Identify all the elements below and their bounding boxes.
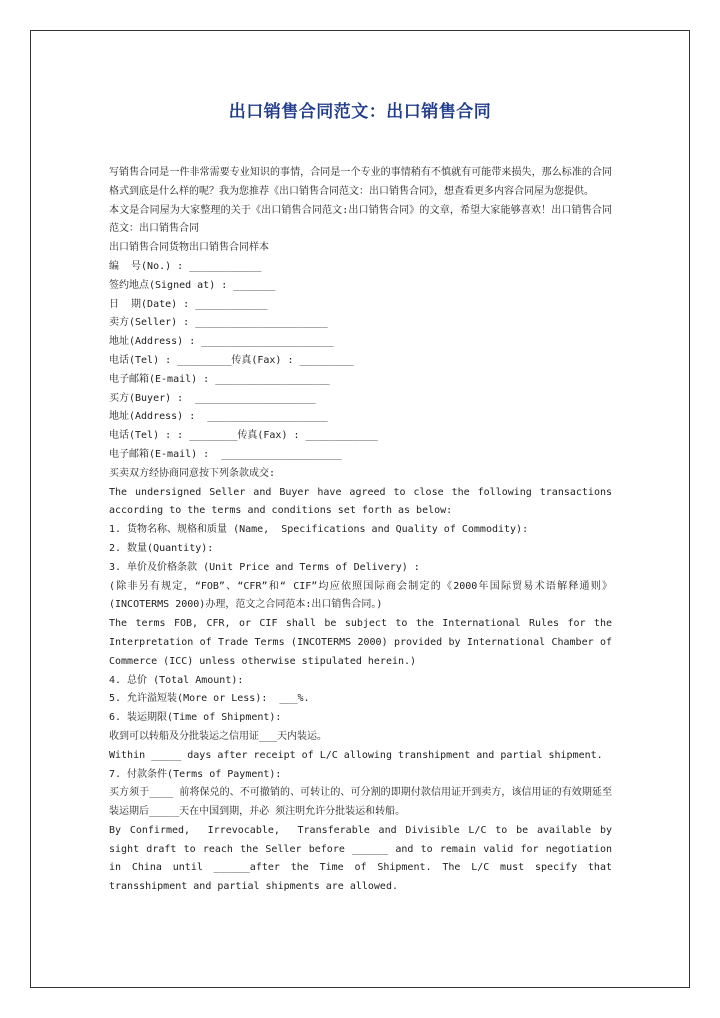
clause-7-cn: 买方须于____ 前将保兑的、不可撤销的、可转让的、可分割的即期付款信用证开到卖方，该信用证的有效期延至装运期后_____天在中国到期，并必 须注明允许分批装运和转船。 [109,787,612,818]
field-buyer-tel-fax: 电话(Tel) : : ________传真(Fax) : ____________ [109,430,378,442]
field-seller-address: 地址(Address) : ______________________ [109,336,334,348]
field-contract-no: 编 号(No.) : ____________ [109,260,262,272]
document-page [30,30,690,988]
clause-1: 1. 货物名称、规格和质量 (Name, Specifications and Quality of Commodity): [109,524,529,536]
clause-4: 4. 总价 (Total Amount): [109,674,244,686]
clause-7: 7. 付款条件(Terms of Payment): [109,768,282,780]
field-signed-at: 签约地点(Signed at) : _______ [109,279,276,291]
clause-6-en: Within _____ days after receipt of L/C allowing transhipment and partial shipment. [109,749,603,761]
agreement-en: The undersigned Seller and Buyer have agreed to close the following transactions according to the terms and conditions set forth as below: [109,486,619,517]
field-seller-tel-fax: 电话(Tel) : _________传真(Fax) : _________ [109,354,354,366]
field-date: 日 期(Date) : ____________ [109,298,268,310]
clause-6-cn: 收到可以转船及分批装运之信用证___天内装运。 [109,730,328,742]
field-buyer-email: 电子邮箱(E-mail) : ____________________ [109,448,342,460]
clause-6: 6. 装运期限(Time of Shipment): [109,712,282,724]
agreement-cn: 买卖双方经协商同意按下列条款成交: [109,467,276,479]
field-seller: 卖方(Seller) : ______________________ [109,317,328,329]
field-seller-email: 电子邮箱(E-mail) : ___________________ [109,373,330,385]
contract-subtitle: 出口销售合同货物出口销售合同样本 [109,242,269,254]
intro-paragraph-2: 本文是合同屋为大家整理的关于《出口销售合同范文:出口销售合同》的文章，希望大家能够喜欢！出口销售合同范文：出口销售合同 [109,204,612,235]
intro-paragraph: 写销售合同是一件非常需要专业知识的事情，合同是一个专业的事情稍有不慎就有可能带来损失，那么标准的合同格式到底是什么样的呢？我为您推荐《出口销售合同范文：出口销售合同》，想查看更多内容合同屋为您提供。 [109,167,612,197]
clause-3-note-cn: (除非另有规定，“FOB”、“CFR”和“ CIF”均应依照国际商会制定的《2000年国际贸易术语解释通则》(INCOTERMS 2000)办理，范文之合同范本:出口销售合同。) [109,580,612,611]
clause-3-note-en: The terms FOB, CFR, or CIF shall be subject to the International Rules for the Interpretation of Trade Terms (INCOTERMS 2000) provided by International Chamber of Commerce (ICC) unless otherwise stipulated herein.) [109,618,619,667]
clause-7-en: By Confirmed, Irrevocable, Transferable and Divisible L/C to be available by sight draft to reach the Seller before ______ and to remain valid for negotiation in China until ______after the Time of Shipment. The L/C must specify that transshipment and partial shipments are allowed. [109,824,619,893]
clause-3: 3. 单价及价格条款 (Unit Price and Terms of Delivery) : [109,561,420,573]
clause-5: 5. 允许溢短装(More or Less): ___%. [109,693,310,705]
field-buyer-address: 地址(Address) : ____________________ [109,411,328,423]
clause-2: 2. 数量(Quantity): [109,542,214,554]
document-body [109,164,619,897]
document-title: 出口销售合同范文：出口销售合同 [228,102,492,122]
field-buyer: 买方(Buyer) : ____________________ [109,392,316,404]
